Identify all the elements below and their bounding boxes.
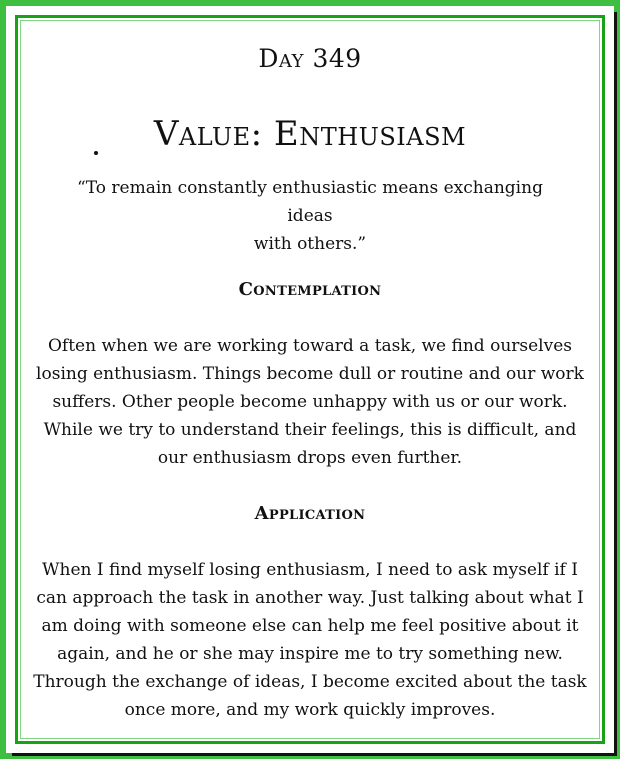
text-line: Often when we are working toward a task, we find ourselves	[47, 336, 573, 356]
page-content	[24, 24, 596, 724]
contemplation-heading: Contemplation	[238, 279, 382, 300]
application-heading: Application	[254, 503, 366, 524]
quote	[24, 174, 596, 258]
text-line: When I find myself losing enthusiasm, I need to ask myself if I	[42, 560, 578, 580]
text-line: Through the exchange of ideas, I become excited about the task	[33, 672, 587, 692]
quote-line: “To remain constantly enthusiastic means exchanging ideas	[77, 178, 543, 226]
text-line: again, and he or she may inspire me to try something new.	[57, 644, 563, 664]
page-title: Value: Enthusiasm	[153, 114, 467, 154]
contemplation-text	[24, 332, 596, 472]
text-line: am doing with someone else can help me feel positive about it	[41, 616, 579, 636]
text-line: While we try to understand their feelings, this is difficult, and	[43, 420, 577, 440]
quote-line: with others.”	[253, 234, 367, 254]
frame-shadow-right	[614, 12, 617, 756]
text-line: once more, and my work quickly improves.	[124, 700, 496, 720]
application-text	[24, 556, 596, 724]
frame-shadow-bottom	[12, 753, 617, 756]
text-line: losing enthusiasm. Things become dull or routine and our work	[36, 364, 584, 384]
day-label: Day 349	[258, 44, 362, 73]
text-line: our enthusiasm drops even further.	[157, 448, 463, 468]
stray-dot-mark	[94, 151, 98, 155]
text-line: suffers. Other people become unhappy with us or our work.	[52, 392, 568, 412]
text-line: can approach the task in another way. Just talking about what I	[36, 588, 584, 608]
